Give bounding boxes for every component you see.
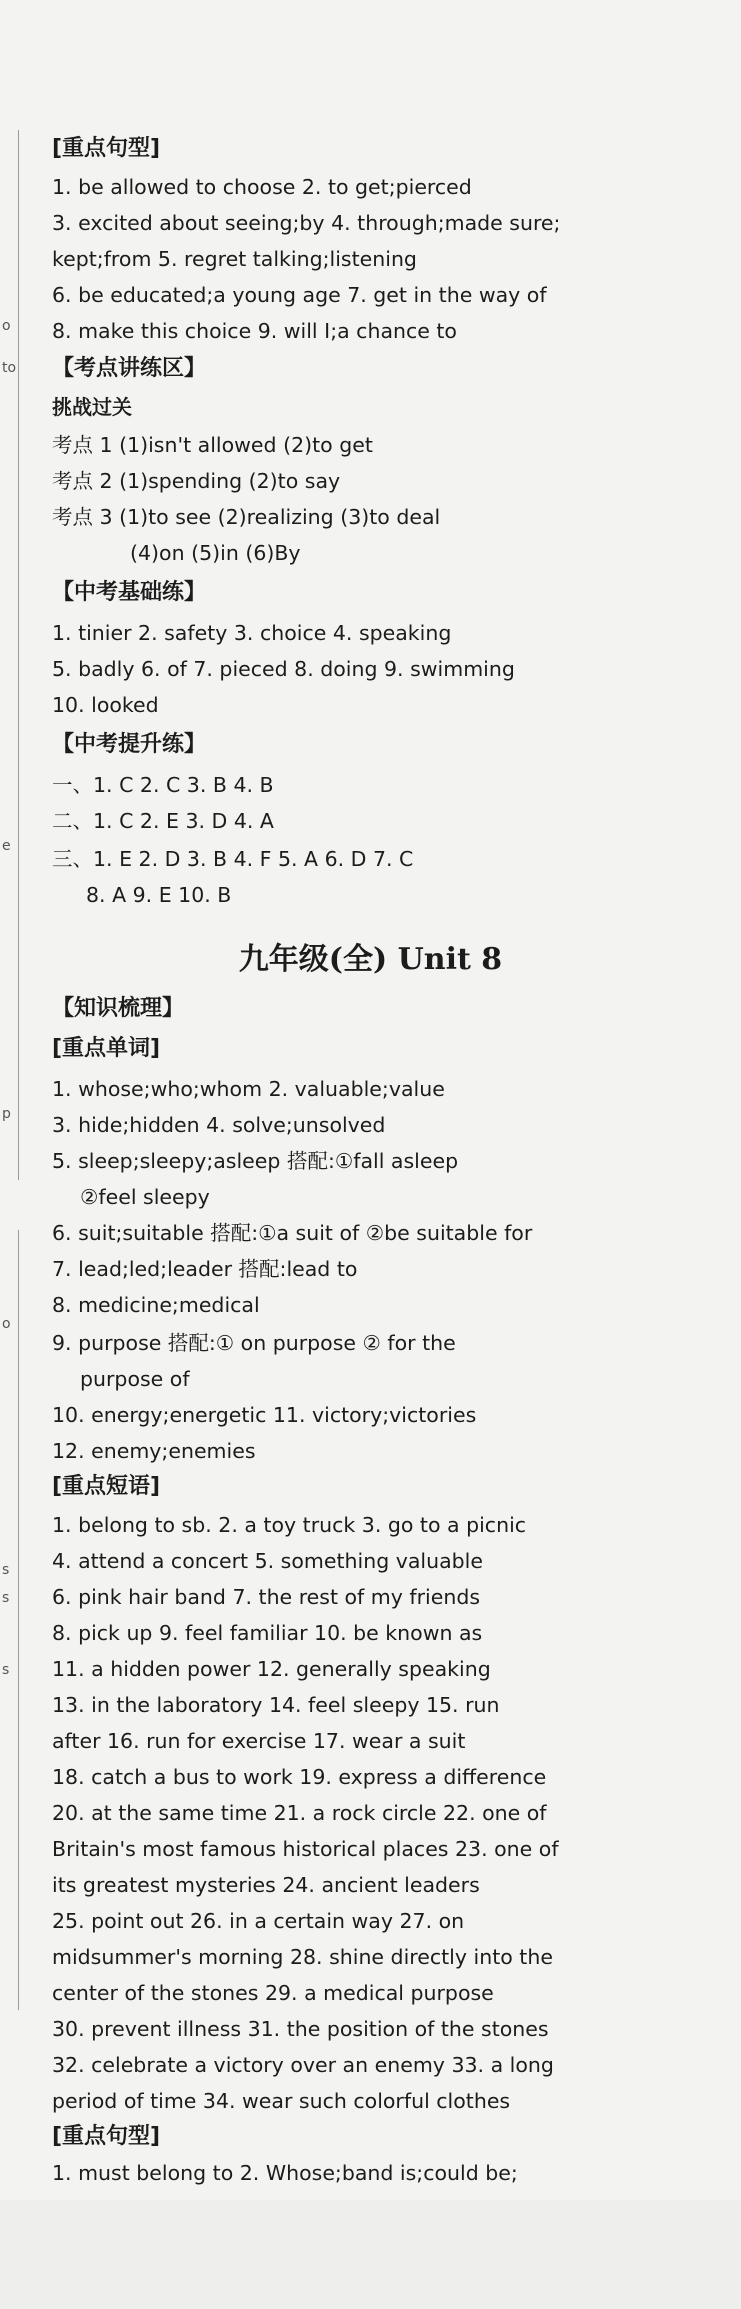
section-heading-key-phrases: [重点短语] [52,1474,161,1499]
margin-mark: p [2,1106,11,1122]
page-bottom-margin [0,2200,741,2309]
answer-line: ②feel sleepy [80,1185,210,1209]
answer-line: Britain's most famous historical places 23. one of [52,1837,559,1861]
answer-line: 一、1. C 2. C 3. B 4. B [52,773,274,797]
answer-line: kept;from 5. regret talking;listening [52,247,417,271]
answer-line: 30. prevent illness 31. the position of the stones [52,2017,549,2041]
answer-line: 32. celebrate a victory over an enemy 33. a long [52,2053,554,2077]
answer-line: its greatest mysteries 24. ancient leaders [52,1873,480,1897]
answer-line: (4)on (5)in (6)By [130,541,301,565]
answer-line: 18. catch a bus to work 19. express a difference [52,1765,547,1789]
answer-line: midsummer's morning 28. shine directly into the [52,1945,553,1969]
section-heading-key-sentences: [重点句型] [52,136,161,161]
answer-line: 10. energy;energetic 11. victory;victories [52,1403,477,1427]
margin-mark: s [2,1590,10,1606]
answer-line: period of time 34. wear such colorful clothes [52,2089,511,2113]
answer-line: 5. sleep;sleepy;asleep 搭配:①fall asleep [52,1149,459,1173]
answer-line: 1. belong to sb. 2. a toy truck 3. go to a picnic [52,1513,527,1537]
margin-mark: s [2,1562,10,1578]
answer-line: 1. whose;who;whom 2. valuable;value [52,1077,445,1101]
margin-mark: o [2,318,11,334]
answer-line: 7. lead;led;leader 搭配:lead to [52,1257,358,1281]
answer-line: purpose of [80,1367,190,1391]
answer-line: 6. pink hair band 7. the rest of my friends [52,1585,481,1609]
answer-line: 8. medicine;medical [52,1293,260,1317]
section-heading-advanced-practice: 【中考提升练】 [52,732,207,757]
section-heading-key-words: [重点单词] [52,1036,161,1061]
answer-line: 1. must belong to 2. Whose;band is;could be; [52,2161,518,2185]
answer-line: 6. be educated;a young age 7. get in the way of [52,283,547,307]
answer-line: 三、1. E 2. D 3. B 4. F 5. A 6. D 7. C [52,847,414,871]
answer-line: 9. purpose 搭配:① on purpose ② for the [52,1331,456,1355]
margin-mark: e [2,838,11,854]
answer-line: 11. a hidden power 12. generally speaking [52,1657,491,1681]
section-heading-exam-points: 【考点讲练区】 [52,356,207,381]
binding-line [18,130,19,1180]
answer-line: 8. A 9. E 10. B [86,883,232,907]
margin-mark: o [2,1316,11,1332]
answer-line: after 16. run for exercise 17. wear a suit [52,1729,466,1753]
answer-line: 8. pick up 9. feel familiar 10. be known as [52,1621,483,1645]
answer-line: 1. tinier 2. safety 3. choice 4. speaking [52,621,452,645]
answer-line: 二、1. C 2. E 3. D 4. A [52,809,274,833]
section-heading-key-sentences-2: [重点句型] [52,2124,161,2149]
answer-line: 25. point out 26. in a certain way 27. on [52,1909,465,1933]
answer-line: 8. make this choice 9. will I;a chance to [52,319,457,343]
answer-line: 13. in the laboratory 14. feel sleepy 15. run [52,1693,500,1717]
section-heading-knowledge: 【知识梳理】 [52,996,185,1021]
answer-line: 6. suit;suitable 搭配:①a suit of ②be suitable for [52,1221,533,1245]
binding-line [18,1230,19,2010]
answer-line: 3. excited about seeing;by 4. through;made sure; [52,211,561,235]
answer-line: center of the stones 29. a medical purpose [52,1981,494,2005]
section-heading-basic-practice: 【中考基础练】 [52,580,207,605]
answer-line: 考点 3 (1)to see (2)realizing (3)to deal [52,505,441,529]
answer-line: 1. be allowed to choose 2. to get;pierced [52,175,472,199]
answer-line: 考点 2 (1)spending (2)to say [52,469,341,493]
unit-title: 九年级(全) Unit 8 [238,942,503,977]
answer-line: 4. attend a concert 5. something valuable [52,1549,483,1573]
answer-line: 10. looked [52,693,159,717]
margin-mark: s [2,1662,10,1678]
answer-line: 20. at the same time 21. a rock circle 22. one of [52,1801,547,1825]
subheading-challenge: 挑战过关 [52,395,132,419]
answer-line: 5. badly 6. of 7. pieced 8. doing 9. swimming [52,657,515,681]
answer-line: 考点 1 (1)isn't allowed (2)to get [52,433,373,457]
margin-mark: to [2,360,17,376]
answer-line: 3. hide;hidden 4. solve;unsolved [52,1113,386,1137]
answer-line: 12. enemy;enemies [52,1439,256,1463]
